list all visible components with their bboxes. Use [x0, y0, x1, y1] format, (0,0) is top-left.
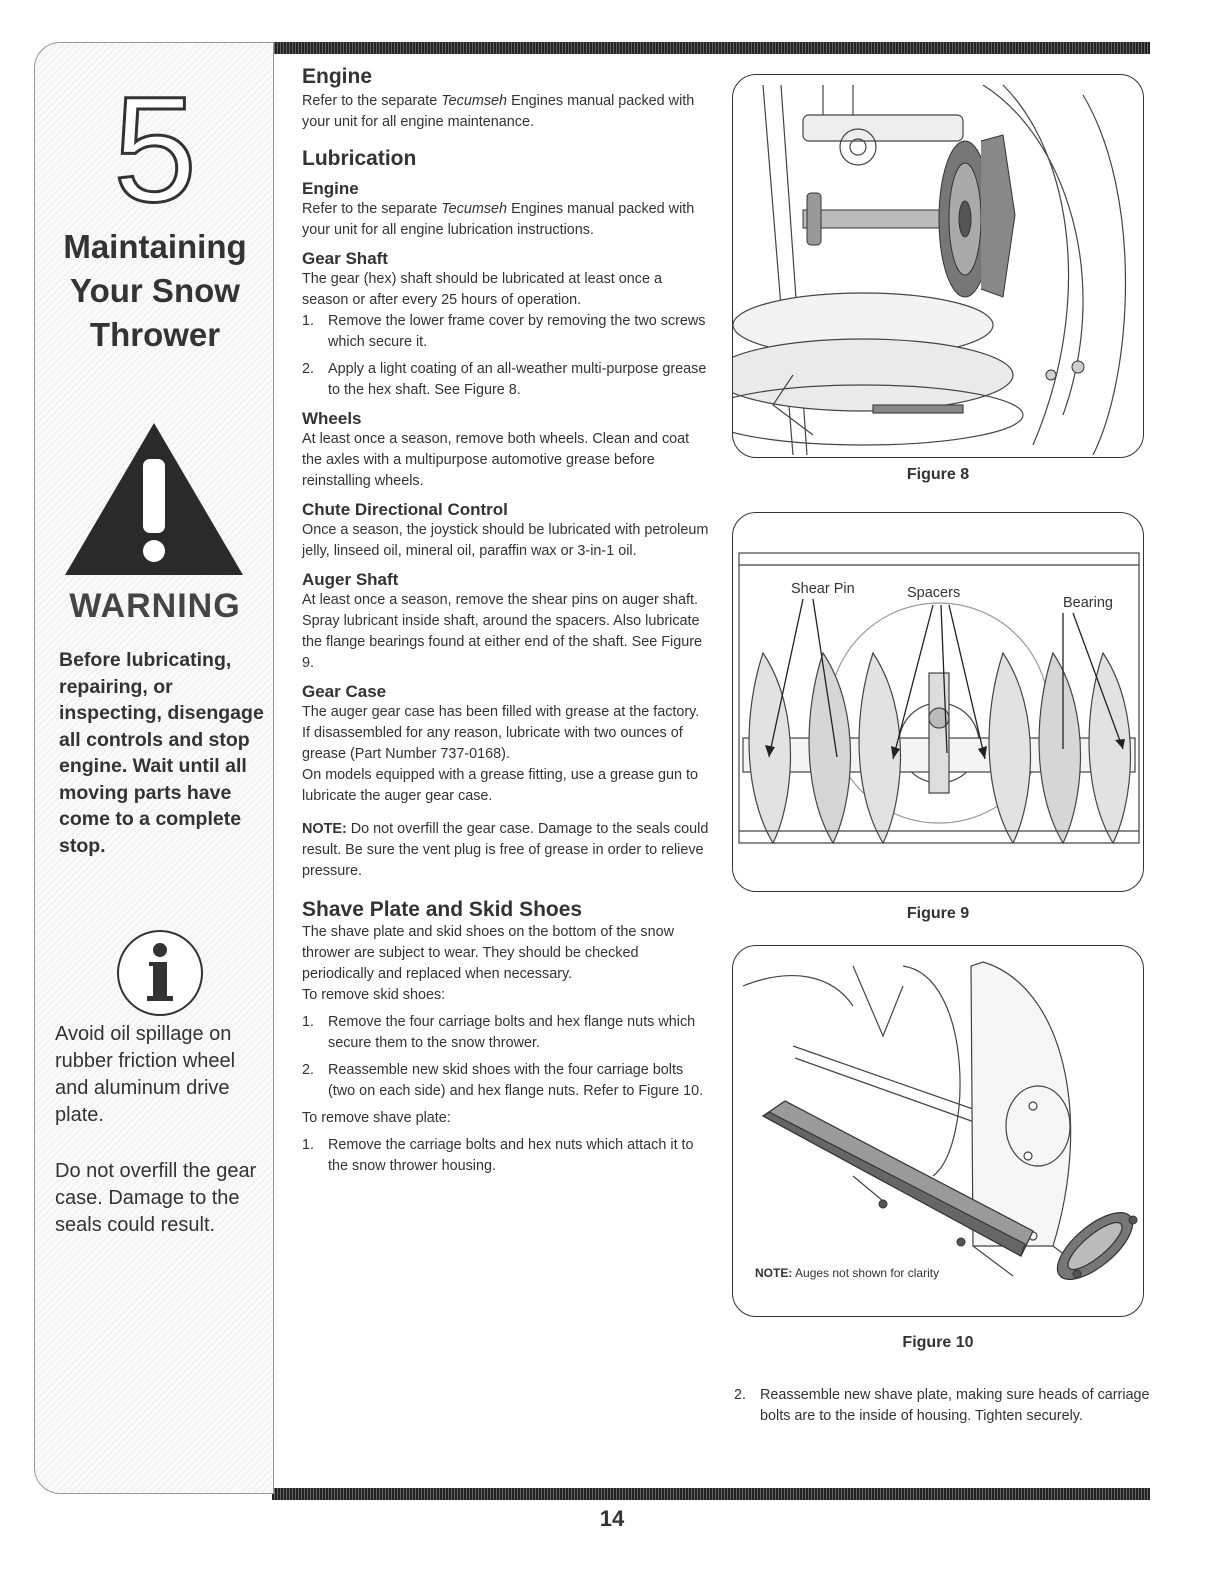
- page-number: 14: [599, 1506, 625, 1531]
- step-text: Remove the lower frame cover by removing the two screws which secure it.: [328, 313, 706, 350]
- warning-title: WARNING: [69, 587, 241, 625]
- chapter-number-text: 5: [113, 73, 197, 223]
- shear-pin-label: Shear Pin: [791, 581, 855, 597]
- note-label: NOTE:: [302, 821, 347, 837]
- lubrication-engine-brand: Tecumseh: [441, 201, 508, 217]
- step-number: 1.: [302, 313, 315, 329]
- figure-10-note: [755, 1266, 939, 1280]
- figure-8-caption: Figure 8: [906, 466, 970, 483]
- auger-shaft-text: At least once a season, remove the shear pins on auger shaft. Spray lubricant inside shaft, around the spacers. Also lubricate the flange bearings found at either end of the shaft. See Figure 9.: [302, 592, 703, 671]
- top-rule: [272, 42, 1150, 54]
- spacers-label: Spacers: [907, 585, 961, 601]
- step-number: 2.: [734, 1387, 747, 1403]
- gear-case-text-1: The auger gear case has been filled with grease at the factory. If disassembled for any reason, lubricate with two ounces of grease (Part Number 737-0168).: [302, 704, 700, 762]
- lubrication-engine-text-post: Engines manual packed with your unit for all engine lubrication instructions.: [302, 201, 695, 238]
- figure-9-caption: Figure 9: [906, 905, 970, 922]
- lubrication-heading: Lubrication: [302, 147, 417, 170]
- step-text: Apply a light coating of an all-weather multi-purpose grease to the hex shaft. See Figure 8.: [328, 361, 707, 398]
- skid-shoes-intro: To remove skid shoes:: [302, 987, 446, 1003]
- shave-plate-intro: The shave plate and skid shoes on the bottom of the snow thrower are subject to wear. They should be checked periodically and replaced when necessary.: [302, 924, 674, 982]
- wheels-text: At least once a season, remove both wheels. Clean and coat the axles with a multipurpose automotive grease before reinstalling wheels.: [302, 431, 690, 489]
- shave-plate-steps: [302, 1135, 710, 1177]
- bearing-label: Bearing: [1063, 595, 1113, 611]
- engine-heading: Engine: [302, 65, 373, 88]
- shave-plate-drawing: [733, 946, 1144, 1317]
- figure-8-illustration: [732, 74, 1144, 458]
- gear-case-text-2: On models equipped with a grease fitting, use a grease gun to lubricate the auger gear case.: [302, 767, 698, 804]
- step-number: 1.: [302, 1137, 315, 1153]
- auger-shaft-drawing: [733, 513, 1144, 892]
- step-text: Reassemble new shave plate, making sure heads of carriage bolts are to the inside of housing. Tighten securely.: [760, 1387, 1150, 1424]
- list-item: [302, 1135, 710, 1177]
- sidebar-note-gear-case: Do not overfill the gear case. Damage to the seals could result.: [55, 1160, 257, 1236]
- list-item: [302, 359, 710, 401]
- figure-10-caption: Figure 10: [902, 1334, 974, 1351]
- bottom-rule: [272, 1488, 1150, 1500]
- gear-shaft-heading: Gear Shaft: [302, 249, 388, 268]
- list-item: [302, 1012, 710, 1054]
- engine-brand: Tecumseh: [441, 93, 508, 109]
- figure-10-note-text: Auges not shown for clarity: [792, 1266, 940, 1280]
- main-column: [302, 65, 710, 1183]
- figure-9-illustration: [732, 512, 1144, 892]
- engine-text-post: Engines manual packed with your unit for all engine maintenance.: [302, 93, 695, 130]
- lubrication-engine-heading: Engine: [302, 179, 359, 198]
- warning-triangle-icon: [61, 419, 247, 579]
- chute-text: Once a season, the joystick should be lubricated with petroleum jelly, linseed oil, mineral oil, paraffin wax or 3-in-1 oil.: [302, 522, 709, 559]
- shave-plate-step-2: [734, 1385, 1154, 1433]
- step-text: Reassemble new skid shoes with the four carriage bolts (two on each side) and hex flange nuts. Refer to Figure 10.: [328, 1062, 704, 1099]
- lubrication-engine-text-pre: Refer to the separate: [302, 201, 442, 217]
- engine-text: [302, 91, 710, 133]
- figure-10-note-label: NOTE:: [755, 1266, 793, 1280]
- gear-case-note: [302, 819, 710, 882]
- auger-shaft-heading: Auger Shaft: [302, 570, 399, 589]
- step-number: 2.: [302, 1062, 315, 1078]
- step-text: Remove the four carriage bolts and hex flange nuts which secure them to the snow thrower.: [328, 1014, 696, 1051]
- chapter-sidebar: [34, 42, 274, 1494]
- list-item: [302, 311, 710, 353]
- skid-shoe-steps: [302, 1012, 710, 1102]
- note-text: Do not overfill the gear case. Damage to the seals could result. Be sure the vent plug is free of grease in order to relieve pressure.: [302, 821, 709, 879]
- shave-plate-steps-continued: [734, 1385, 1154, 1427]
- engine-text-pre: Refer to the separate: [302, 93, 442, 109]
- gear-shaft-drawing: [733, 75, 1144, 458]
- chapter-title-line-2: Your Snow: [70, 272, 240, 309]
- chapter-title-line-3: Thrower: [89, 316, 221, 353]
- step-number: 1.: [302, 1014, 315, 1030]
- lubrication-engine-text: [302, 199, 710, 241]
- info-icon: [115, 928, 205, 1018]
- chapter-number: [105, 73, 205, 223]
- shave-plate-heading: Shave Plate and Skid Shoes: [302, 898, 583, 921]
- wheels-heading: Wheels: [302, 409, 362, 428]
- gear-case-heading: Gear Case: [302, 682, 387, 701]
- chute-heading: Chute Directional Control: [302, 500, 508, 519]
- gear-shaft-text: The gear (hex) shaft should be lubricated at least once a season or after every 25 hours of operation.: [302, 271, 662, 308]
- list-item: [734, 1385, 1154, 1427]
- gear-shaft-steps: [302, 311, 710, 401]
- warning-text: Before lubricating, repairing, or inspecting, disengage all controls and stop engine. Wait until all moving parts have come to a complete stop.: [59, 649, 264, 857]
- chapter-title-line-1: Maintaining: [63, 228, 247, 265]
- shave-plate-remove-intro: To remove shave plate:: [302, 1110, 451, 1126]
- chapter-title: [35, 225, 275, 357]
- list-item: [302, 1060, 710, 1102]
- step-text: Remove the carriage bolts and hex nuts which attach it to the snow thrower housing.: [328, 1137, 694, 1174]
- sidebar-note-oil-spillage: Avoid oil spillage on rubber friction wheel and aluminum drive plate.: [55, 1023, 236, 1126]
- step-number: 2.: [302, 361, 315, 377]
- figure-10-illustration: [732, 945, 1144, 1317]
